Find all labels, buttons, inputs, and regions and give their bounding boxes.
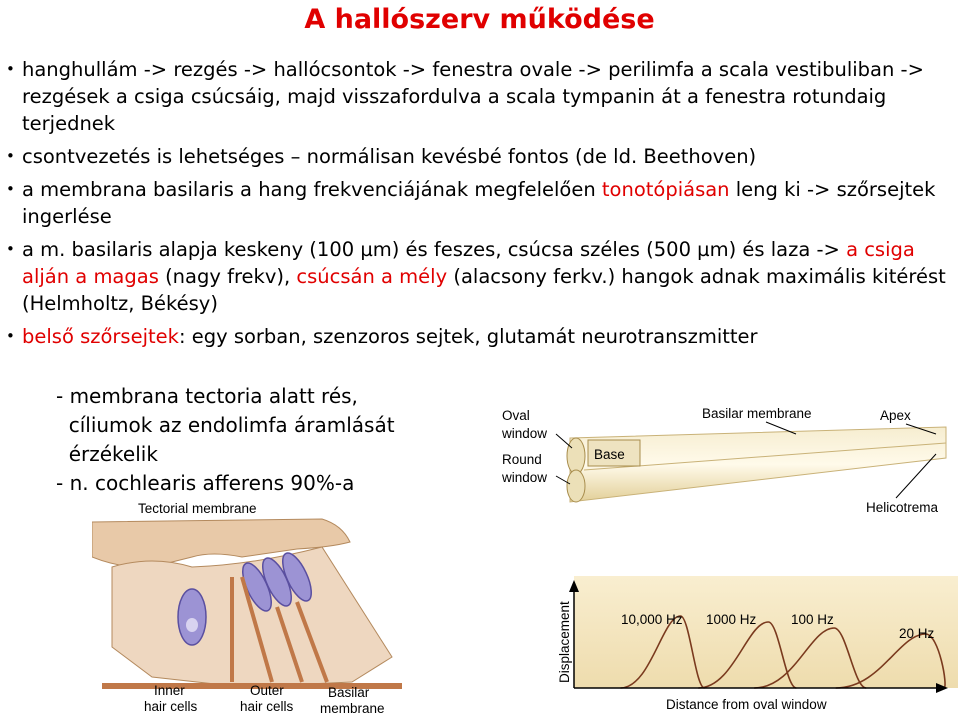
bullet-text: a m. basilaris alapja keskeny (100 µm) és feszes, csúcsa széles (500 µm) és laza -> xyxy=(22,238,847,261)
bullet-text: leng ki -> szőrsejtek ingerlése xyxy=(22,178,936,228)
label-inner-hair-cells-2: hair cells xyxy=(144,699,198,714)
bullet-text: tonotópiásan xyxy=(601,178,730,201)
bullet-item xyxy=(6,323,951,350)
organ-of-corti-figure xyxy=(92,497,492,717)
label-helicotrema: Helicotrema xyxy=(866,500,939,515)
label-outer-hair-cells-1: Outer xyxy=(250,683,284,698)
frequency-label: 1000 Hz xyxy=(706,612,757,627)
bullet-list xyxy=(6,56,951,356)
label-distance: Distance from oval window xyxy=(666,697,827,712)
cochlea-figure xyxy=(496,400,958,717)
sub-line: érzékelik xyxy=(56,442,158,466)
bullet-text: csúcsán a mély xyxy=(296,265,448,288)
label-outer-hair-cells-2: hair cells xyxy=(240,699,294,714)
bullet-text: hanghullám -> rezgés -> hallócsontok -> fenestra ovale -> perilimfa a scala vestibuliban -> rezgések a csiga csúcsáig, majd visszafordulva a scala tympanin át a fenestra rotundaig terjednek xyxy=(22,58,924,135)
bullet-text: (alacsony ferkv.) hangok adnak maximális kitérést (Helmholtz, Békésy) xyxy=(22,265,946,315)
bullet-text: a membrana basilaris a hang frekvenciájának megfelelően xyxy=(22,178,602,201)
label-basilar-membrane: Basilar membrane xyxy=(702,406,812,421)
label-oval: Oval xyxy=(502,408,530,423)
label-base: Base xyxy=(594,447,625,462)
bullet-item xyxy=(6,143,951,170)
sub-line: - membrana tectoria alatt rés, xyxy=(56,384,358,408)
label-tectorial-membrane: Tectorial membrane xyxy=(138,501,257,516)
frequency-label: 10,000 Hz xyxy=(621,612,683,627)
bullet-text: (nagy frekv), xyxy=(158,265,297,288)
label-displacement: Displacement xyxy=(557,601,572,683)
bullet-item xyxy=(6,236,951,317)
bullet-text: a csiga alján a magas xyxy=(22,238,915,288)
label-window: window xyxy=(502,426,548,441)
sub-line: cíliumok az endolimfa áramlását xyxy=(56,413,395,437)
label-basilar-2: membrane xyxy=(320,701,385,716)
label-round: Round xyxy=(502,452,542,467)
label-inner-hair-cells-1: Inner xyxy=(154,683,185,698)
frequency-label: 20 Hz xyxy=(899,626,935,641)
bullet-item xyxy=(6,56,951,137)
sub-line: - n. cochlearis afferens 90%-a xyxy=(56,471,355,495)
label-round-window: window xyxy=(502,470,548,485)
bullet-text: belső szőrsejtek xyxy=(22,325,179,348)
bullet-text: : egy sorban, szenzoros sejtek, glutamát neurotranszmitter xyxy=(178,325,758,348)
bullet-text: csontvezetés is lehetséges – normálisan kevésbé fontos (de ld. Beethoven) xyxy=(22,145,757,168)
frequency-label: 100 Hz xyxy=(791,612,834,627)
sub-list xyxy=(56,382,395,498)
label-basilar-1: Basilar xyxy=(328,685,370,700)
bullet-item xyxy=(6,176,951,230)
slide-title: A hallószerv működése xyxy=(304,4,655,35)
label-apex: Apex xyxy=(880,408,911,423)
